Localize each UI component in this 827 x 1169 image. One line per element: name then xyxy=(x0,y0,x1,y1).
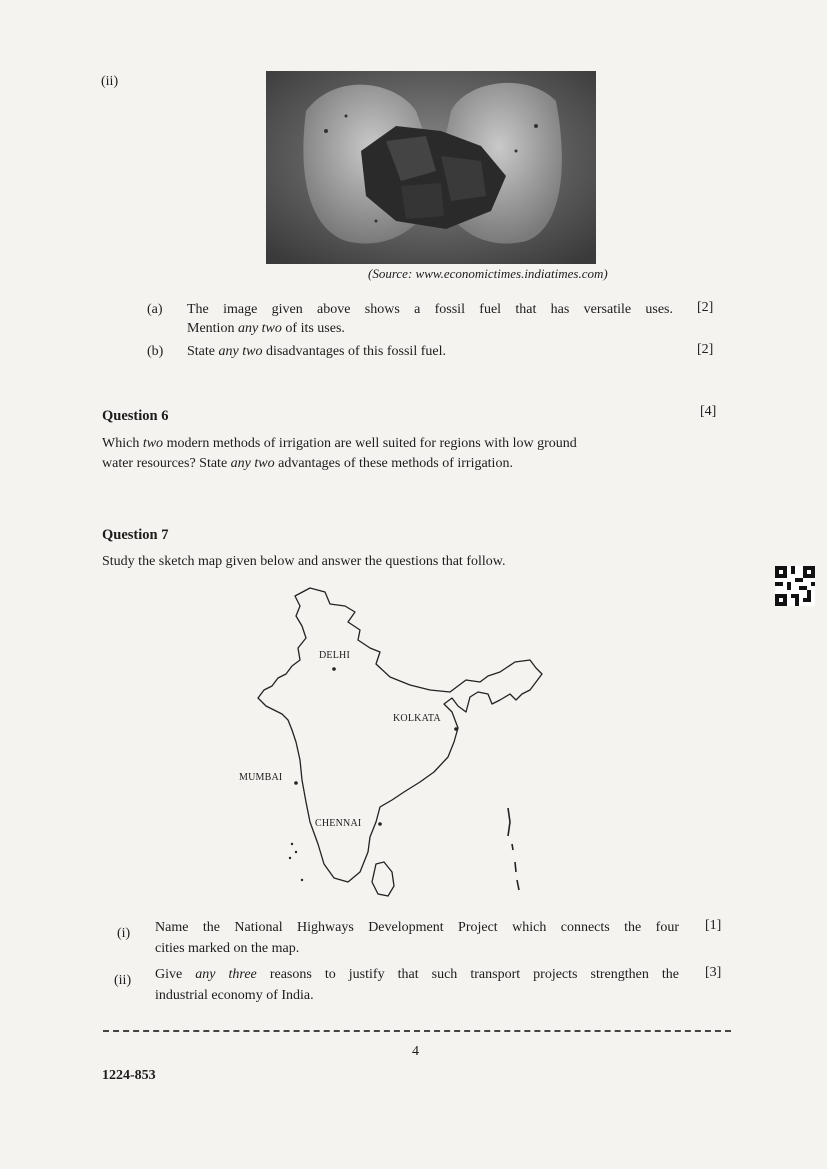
chennai-point xyxy=(378,822,382,826)
question-7-title: Question 7 xyxy=(102,527,169,543)
paper-code: 1224-853 xyxy=(102,1068,156,1083)
page-number: 4 xyxy=(412,1044,419,1059)
india-outline-map xyxy=(230,582,560,902)
coal-in-hands-photo xyxy=(266,71,596,264)
map-label-chennai: CHENNAI xyxy=(315,818,362,829)
india-mainland-outline xyxy=(258,588,542,882)
map-label-delhi: DELHI xyxy=(319,650,350,661)
image-source-caption: (Source: www.economictimes.indiatimes.com) xyxy=(368,266,608,281)
q7-ii-label: (ii) xyxy=(114,973,132,988)
q5-b-label: (b) xyxy=(147,344,164,359)
qr-code xyxy=(775,566,815,606)
q7-ii-marks: [3] xyxy=(705,965,722,980)
delhi-point xyxy=(332,667,336,671)
question-6-title: Question 6 xyxy=(102,408,169,424)
question-6-line2: water resources? State any two advantages of these methods of irrigation. xyxy=(102,456,513,471)
q5-a-label: (a) xyxy=(147,302,163,317)
footer-divider xyxy=(103,1030,731,1032)
lakshadweep-islands xyxy=(289,843,303,881)
q5-a-line2: Mention any two of its uses. xyxy=(187,321,345,336)
question-6-line1: Which two modern methods of irrigation are well suited for regions with low ground xyxy=(102,436,577,451)
mumbai-point xyxy=(294,781,298,785)
q5-a-line1: The image given above shows a fossil fuel that has versatile uses. xyxy=(187,302,673,317)
map-label-kolkata: KOLKATA xyxy=(393,713,441,724)
q7-i-marks: [1] xyxy=(705,918,722,933)
question-6-marks: [4] xyxy=(700,404,717,419)
q7-i-line2: cities marked on the map. xyxy=(155,941,300,956)
q5-b-marks: [2] xyxy=(697,342,714,357)
question-7-intro: Study the sketch map given below and answer the questions that follow. xyxy=(102,554,506,569)
q7-ii-line2: industrial economy of India. xyxy=(155,988,314,1003)
q7-ii-line1: Give any three reasons to justify that such transport projects strengthen the xyxy=(155,967,679,982)
andaman-nicobar-islands xyxy=(508,808,519,890)
part-label: (ii) xyxy=(101,74,119,89)
kolkata-point xyxy=(454,727,458,731)
q5-b-text: State any two disadvantages of this fossil fuel. xyxy=(187,344,446,359)
q7-i-label: (i) xyxy=(117,926,131,941)
q5-a-marks: [2] xyxy=(697,300,714,315)
q7-i-line1: Name the National Highways Development Project which connects the four xyxy=(155,920,679,935)
map-label-mumbai: MUMBAI xyxy=(239,772,283,783)
sri-lanka-outline xyxy=(372,862,394,896)
